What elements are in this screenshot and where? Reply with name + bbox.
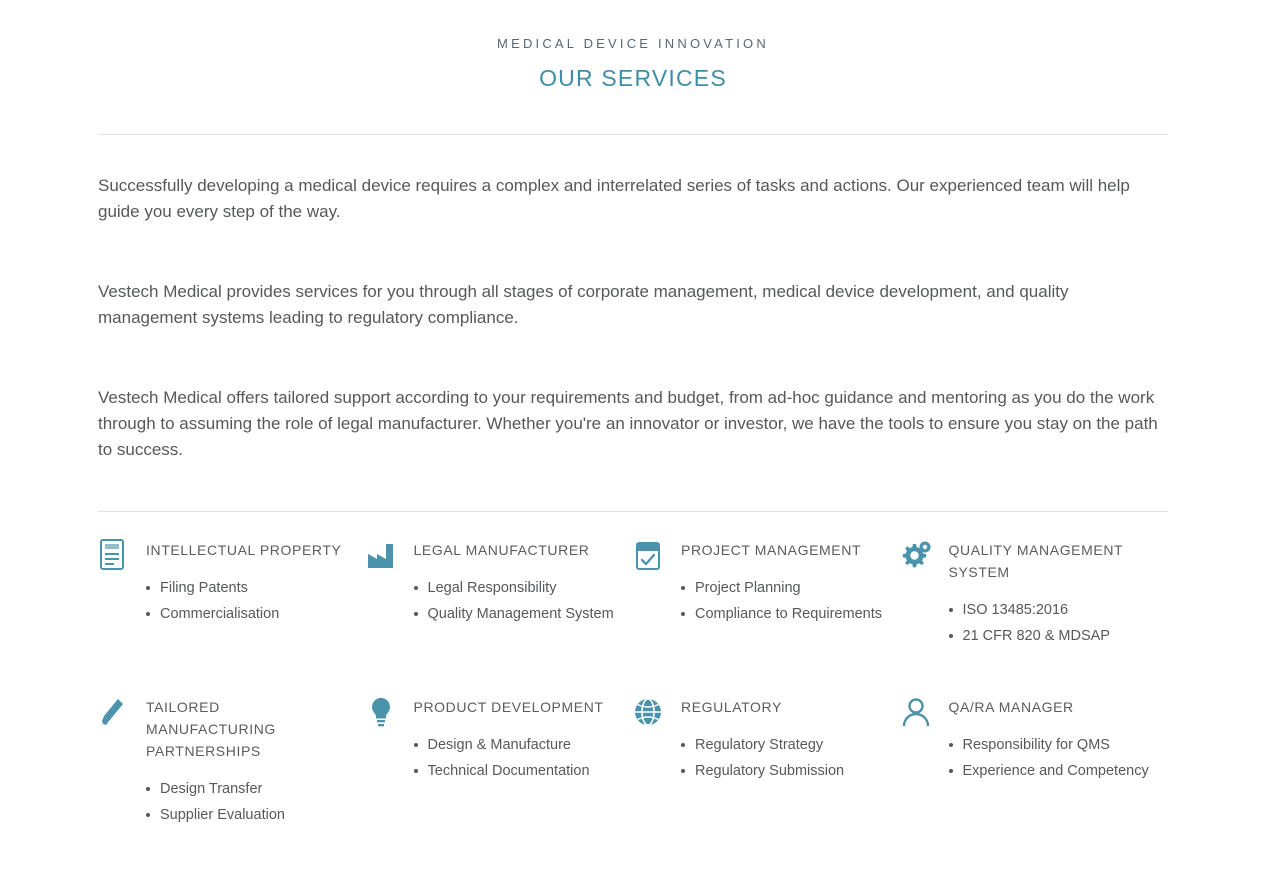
service-bullets [414,575,616,627]
service-card-qa-ra-manager [901,693,1169,828]
list-item: Project Planning [681,575,883,601]
service-card-intellectual-property [98,536,366,649]
list-item: Quality Management System [414,601,616,627]
lightbulb-icon [366,693,414,729]
service-card-body [949,536,1151,649]
list-item: Commercialisation [146,601,348,627]
document-list-icon [98,536,146,572]
service-bullets [681,732,883,784]
service-title: LEGAL MANUFACTURER [413,542,590,558]
service-bullets [681,575,883,627]
list-item: Supplier Evaluation [146,802,348,828]
service-card-body [146,693,348,828]
service-card-body [414,536,616,627]
service-title: REGULATORY [681,699,782,715]
services-grid-row-2 [98,693,1168,828]
intro-paragraph-2: Vestech Medical provides services for you through all stages of corporate management, medical device development, and quality management systems leading to regulatory compliance. [98,282,1069,327]
service-title: QUALITY MANAGEMENT SYSTEM [948,542,1123,580]
service-bullets [414,732,616,784]
list-item: Regulatory Strategy [681,732,883,758]
page-content [98,0,1168,828]
services-divider [98,511,1168,512]
service-card-tailored-manufacturing-partnerships [98,693,366,828]
list-item: Legal Responsibility [414,575,616,601]
service-card-body [949,693,1151,784]
header-divider [98,134,1168,135]
service-bullets [949,597,1151,649]
service-title: INTELLECTUAL PROPERTY [146,542,342,558]
list-item: Experience and Competency [949,758,1151,784]
service-card-regulatory [633,693,901,828]
service-title: TAILORED MANUFACTURING PARTNERSHIPS [146,699,276,759]
list-item: Technical Documentation [414,758,616,784]
person-icon [901,693,949,729]
service-card-product-development [366,693,634,828]
page-title: OUR SERVICES [539,65,727,91]
service-title: PROJECT MANAGEMENT [681,542,862,558]
list-item: Filing Patents [146,575,348,601]
services-grid-row-1 [98,536,1168,669]
gears-icon [901,536,949,572]
list-item: ISO 13485:2016 [949,597,1151,623]
list-item: Compliance to Requirements [681,601,883,627]
service-title: PRODUCT DEVELOPMENT [413,699,604,715]
list-item: Design Transfer [146,776,348,802]
intro-paragraph-1: Successfully developing a medical device requires a complex and interrelated series of tasks and actions. Our experienced team will help guide you every step of the way. [98,176,1130,221]
page-eyebrow: MEDICAL DEVICE INNOVATION [497,36,769,51]
service-card-body [414,693,616,784]
wrench-icon [98,693,146,729]
intro-paragraph-3: Vestech Medical offers tailored support according to your requirements and budget, from ad-hoc guidance and mentoring as you do the work through to assuming the role of legal manufacturer. Whether you're an innovator or investor, we have the tools to ensure you stay on the path to success. [98,388,1158,459]
service-card-body [681,536,883,627]
service-card-quality-management-system [901,536,1169,649]
service-card-body [681,693,883,784]
list-item: 21 CFR 820 & MDSAP [949,623,1151,649]
globe-icon [633,693,681,729]
service-bullets [146,776,348,828]
clipboard-check-icon [633,536,681,572]
service-bullets [949,732,1151,784]
factory-icon [366,536,414,572]
list-item: Responsibility for QMS [949,732,1151,758]
service-title: QA/RA MANAGER [948,699,1074,715]
list-item: Regulatory Submission [681,758,883,784]
list-item: Design & Manufacture [414,732,616,758]
service-card-legal-manufacturer [366,536,634,649]
service-card-project-management [633,536,901,649]
service-bullets [146,575,348,627]
service-card-body [146,536,348,627]
